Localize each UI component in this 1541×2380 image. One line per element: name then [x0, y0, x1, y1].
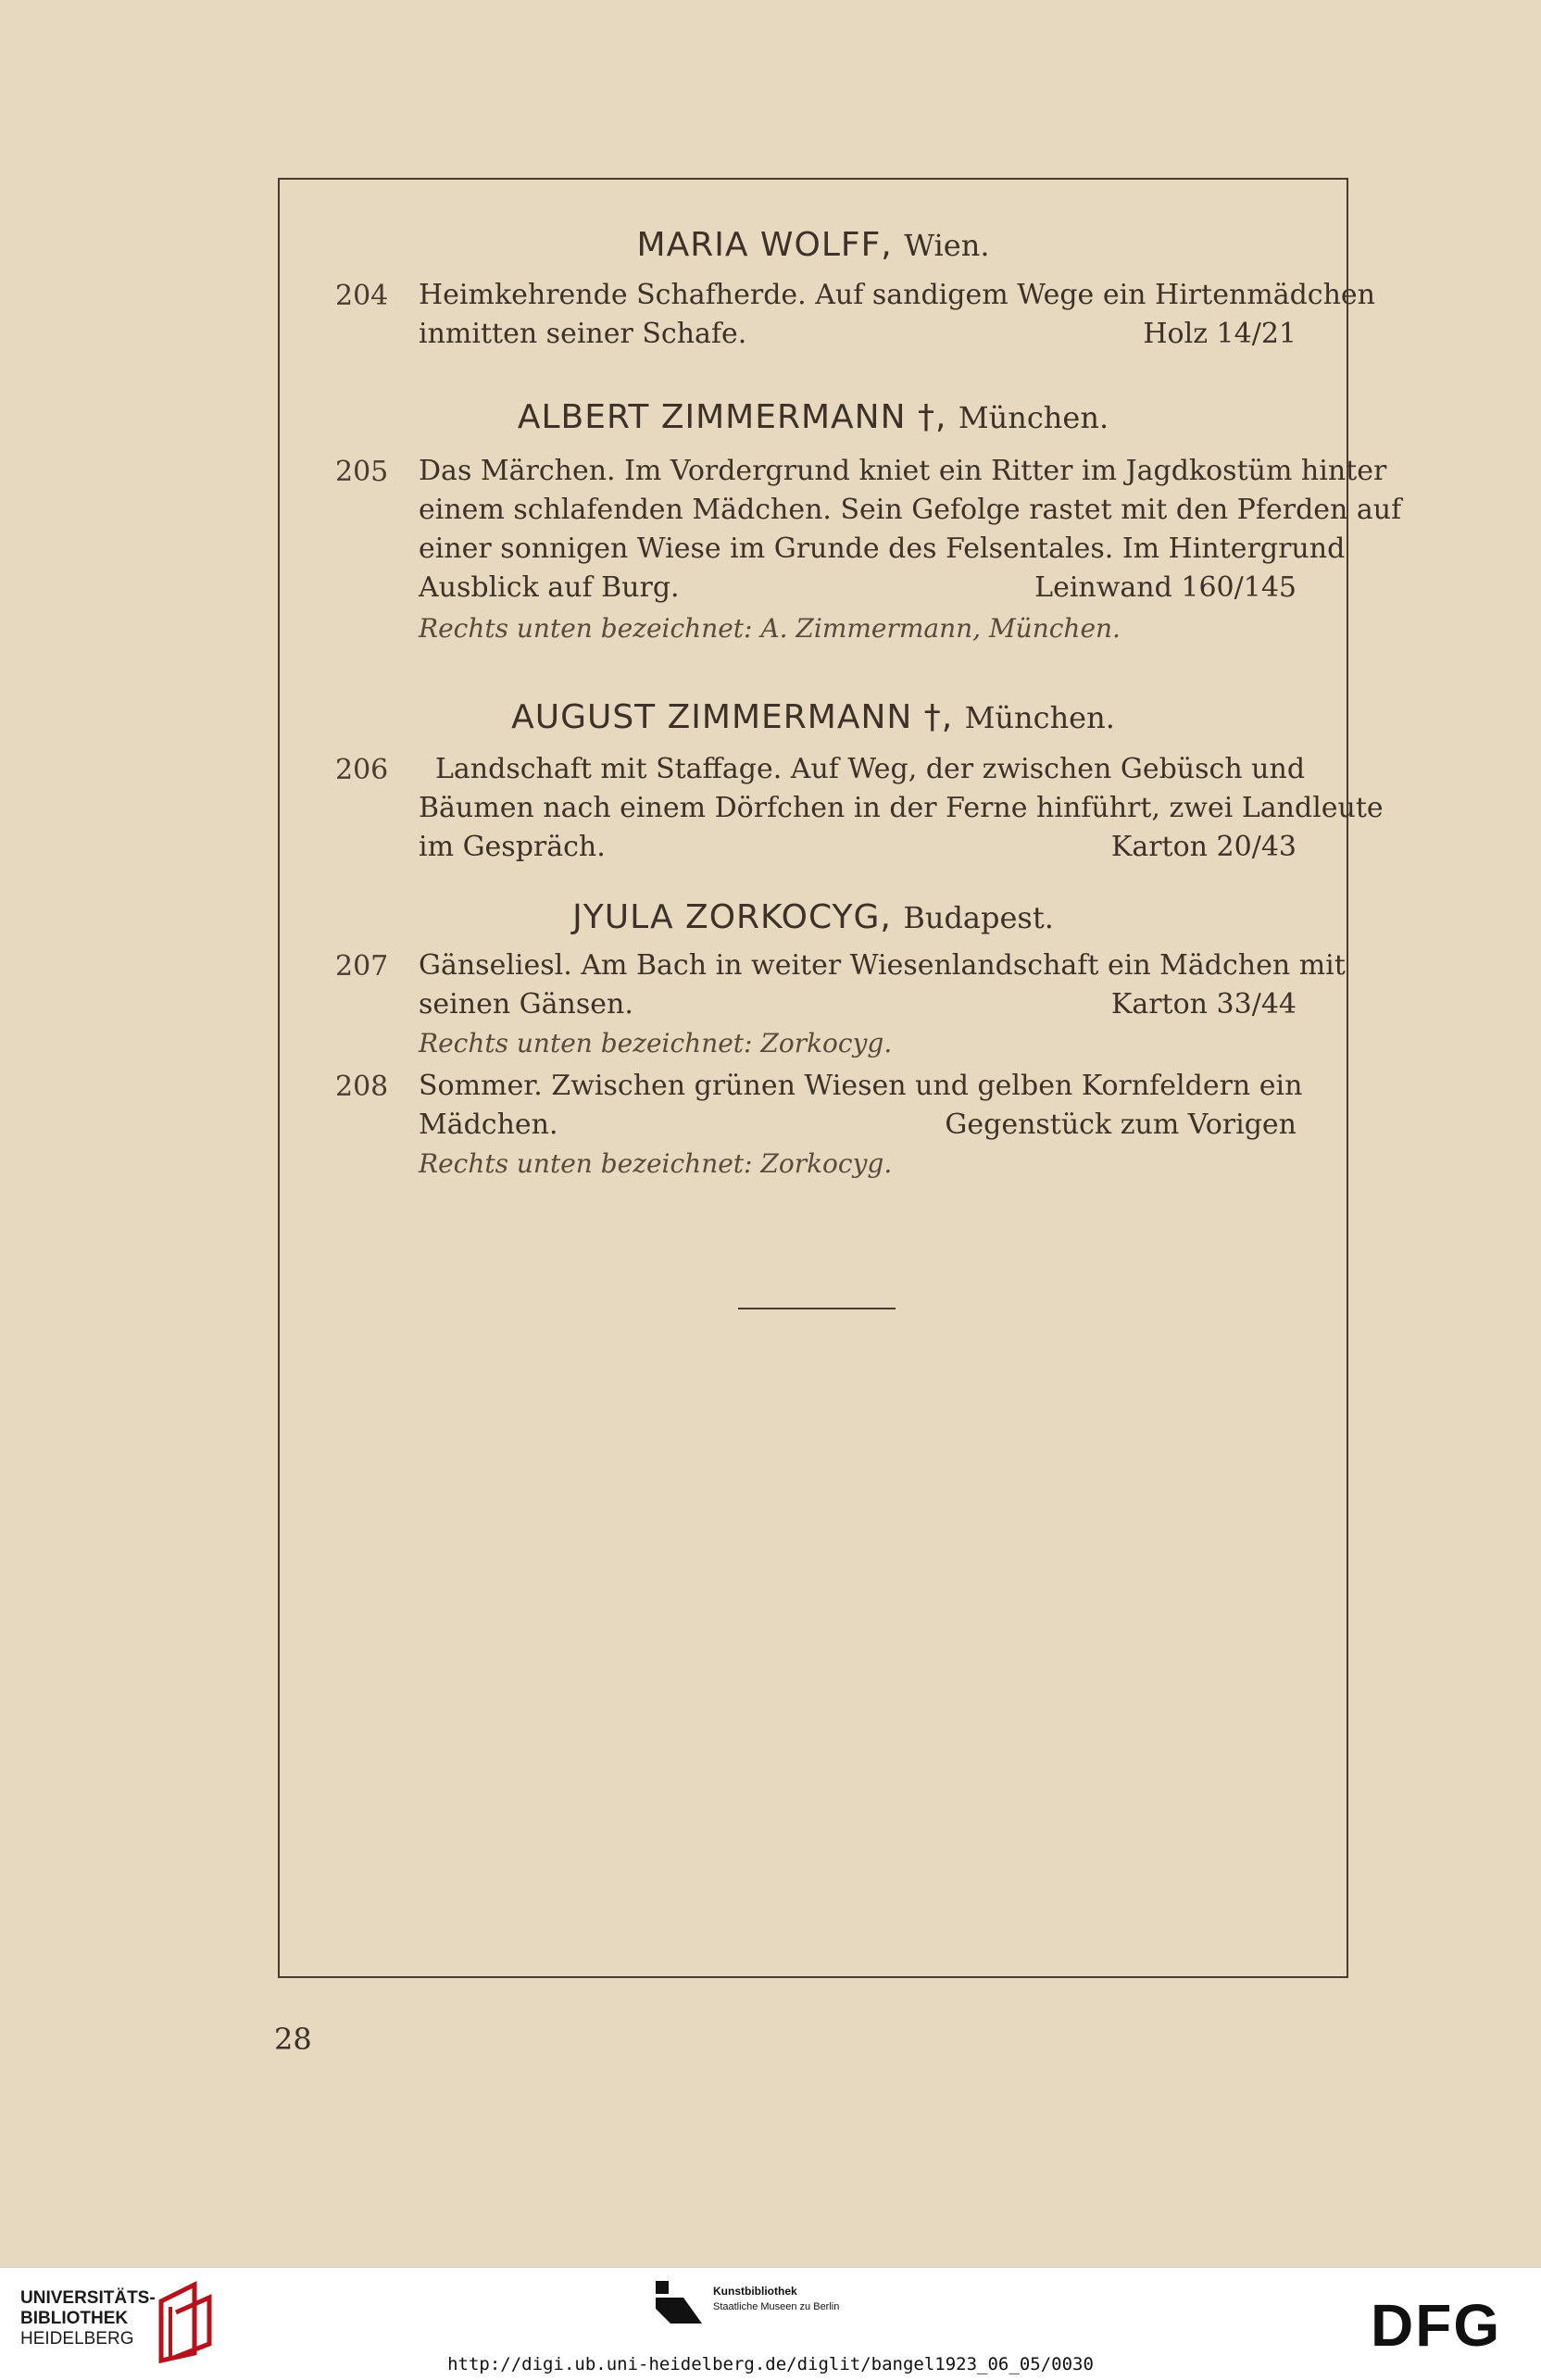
entry-line: [419, 1106, 1297, 1145]
kunstbibliothek-subtitle: Staatliche Museen zu Berlin: [713, 2301, 840, 2312]
entry-line-text: Mädchen.: [419, 1109, 558, 1141]
entry-line: einer sonnigen Wiese im Grunde des Felsentales. Im Hintergrund: [419, 532, 1346, 565]
entry-line-text: inmitten seiner Schafe.: [419, 318, 747, 350]
entry-line: [419, 985, 1297, 1024]
viewer-footer: [0, 2267, 1541, 2380]
entry-medium: Karton 33/44: [1110, 988, 1297, 1021]
entry-line: Das Märchen. Im Vordergrund kniet ein Ritter im Jagdkostüm hinter: [419, 455, 1387, 487]
entry-line: Gänseliesl. Am Bach in weiter Wiesenlandschaft ein Mädchen mit: [419, 949, 1346, 982]
entry-line: [419, 828, 1297, 867]
entry-signature: Rechts unten bezeichnet: Zorkocyg.: [419, 1028, 893, 1058]
kunstbibliothek-logo[interactable]: [656, 2281, 840, 2328]
entry-line-text: im Gespräch.: [419, 831, 606, 863]
artist-city: Wien.: [904, 228, 990, 263]
entry-line: Bäumen nach einem Dörfchen in der Ferne hinführt, zwei Landleute: [419, 792, 1384, 824]
university-logo-line: HEIDELBERG: [20, 2329, 134, 2349]
entry-line: Sommer. Zwischen grünen Wiesen und gelben Kornfeldern ein: [419, 1070, 1303, 1102]
entry-line: [419, 315, 1297, 354]
entry-number: 204: [335, 280, 389, 312]
entry-medium: Gegenstück zum Vorigen: [945, 1109, 1297, 1141]
dfg-logo[interactable]: DFG: [1371, 2292, 1502, 2359]
artist-city: München.: [964, 700, 1115, 735]
entry-line: Landschaft mit Staffage. Auf Weg, der zwischen Gebüsch und: [435, 753, 1306, 785]
entry-number: 206: [335, 754, 389, 786]
university-library-logo[interactable]: [20, 2288, 156, 2349]
university-logo-line: UNIVERSITÄTS-: [20, 2288, 156, 2308]
kunstbibliothek-name: Kunstbibliothek: [713, 2285, 797, 2298]
artist-name: AUGUST ZIMMERMANN †,: [511, 698, 954, 736]
artist-name: MARIA WOLFF,: [636, 226, 893, 264]
entry-line: [419, 569, 1297, 608]
entry-number: 205: [335, 456, 389, 488]
entry-line-text: seinen Gänsen.: [419, 988, 633, 1021]
artist-heading: [280, 698, 1347, 736]
entry-line: Heimkehrende Schafherde. Auf sandigem Wege ein Hirtenmädchen: [419, 279, 1376, 311]
entry-signature: Rechts unten bezeichnet: A. Zimmermann, München.: [419, 613, 1121, 644]
entry-medium: Karton 20/43: [1110, 831, 1297, 863]
page-url[interactable]: http://digi.ub.uni-heidelberg.de/diglit/bangel1923_06_05/0030: [447, 2354, 1094, 2374]
entry-line: einem schlafenden Mädchen. Sein Gefolge rastet mit den Pferden auf: [419, 494, 1402, 526]
page-frame: [278, 178, 1402, 1978]
section-divider: [738, 1308, 896, 1309]
artist-heading: [280, 226, 1347, 264]
entry-signature: Rechts unten bezeichnet: Zorkocyg.: [419, 1148, 893, 1179]
page-number: 28: [274, 2022, 312, 2057]
university-logo-line: BIBLIOTHEK: [20, 2309, 129, 2328]
artist-name: ALBERT ZIMMERMANN †,: [517, 398, 947, 436]
entry-medium: Leinwand 160/145: [1034, 571, 1297, 604]
artist-city: München.: [958, 400, 1109, 435]
kunstbibliothek-emblem-icon: [656, 2281, 704, 2324]
entry-line-text: Ausblick auf Burg.: [419, 571, 680, 604]
entry-number: 208: [335, 1071, 389, 1103]
artist-city: Budapest.: [903, 900, 1054, 935]
entry-medium: Holz 14/21: [1143, 318, 1297, 350]
entry-number: 207: [335, 950, 389, 983]
artist-heading: [280, 398, 1347, 436]
artist-name: JYULA ZORKOCYG,: [572, 898, 892, 936]
artist-heading: [280, 898, 1347, 936]
